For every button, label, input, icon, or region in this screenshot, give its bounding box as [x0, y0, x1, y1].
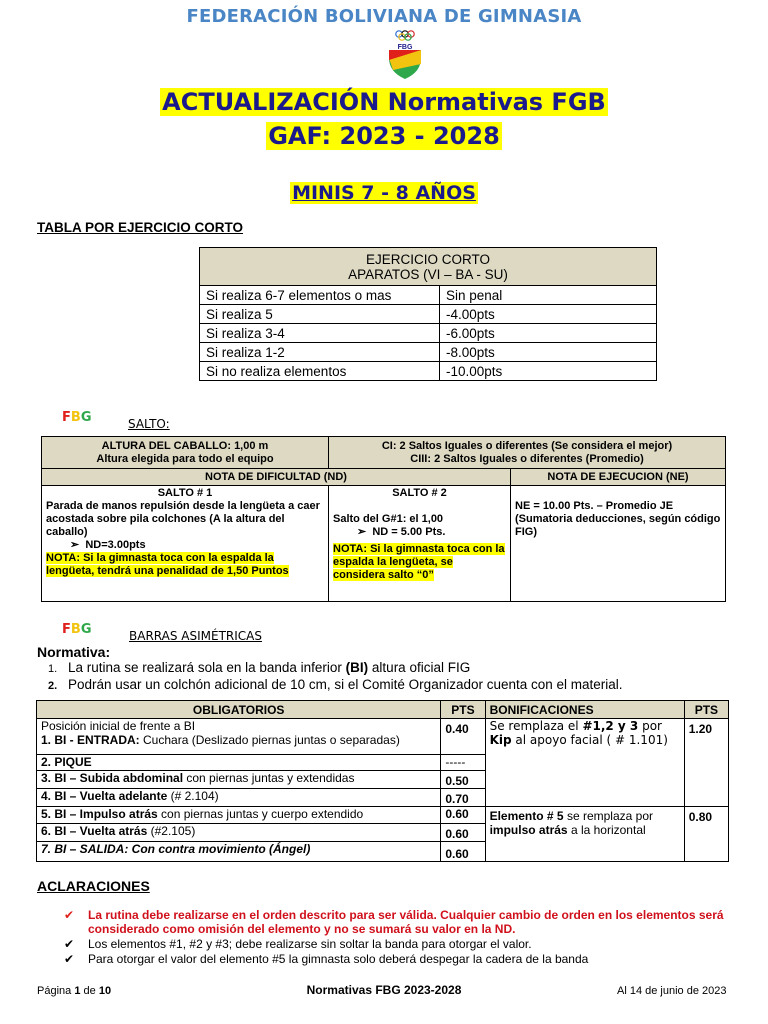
check-icon: ✔ [64, 937, 75, 951]
col-pts2: PTS [684, 701, 728, 719]
table-row: Si realiza 3-4 -6.00pts [200, 324, 657, 343]
normativa-list [48, 660, 623, 694]
main-title-line2: GAF: 2023 - 2028 [268, 122, 500, 150]
footer-title: Normativas FBG 2023-2028 [306, 983, 462, 997]
logo-text: FBG [397, 44, 413, 51]
fbg-brand-mark: FBG [62, 410, 92, 425]
barras-label: BARRAS ASIMÉTRICAS [129, 629, 262, 643]
tabla-corto-title: TABLA POR EJERCICIO CORTO [37, 220, 244, 235]
aclaraciones-title: ACLARACIONES [37, 878, 150, 894]
table-row: 4. BI – Vuelta adelante (# 2.104) 0.70 [37, 789, 729, 807]
check-icon: ✔ [64, 908, 75, 922]
list-item: 1. La rutina se realizará sola en la banda inferior (BI) altura oficial FIG [48, 660, 471, 675]
bonificacion-1-pts: 1.20 [684, 719, 728, 807]
page-number: Página 1 de 10 [37, 985, 112, 997]
check-icon: ✔ [64, 952, 75, 966]
bonificacion-2: Elemento # 5 se remplaza por impulso atrás a la horizontal [485, 807, 684, 862]
fbg-shield-logo [385, 28, 425, 80]
table-row: 7. BI – SALIDA: Con contra movimiento (Ángel) 0.60 [37, 842, 729, 862]
table-row: Si realiza 5 -4.00pts [200, 305, 657, 324]
table-row: 3. BI – Subida abdominal con piernas juntas y extendidas 0.50 [37, 771, 729, 789]
category-title: MINIS 7 - 8 AÑOS [292, 182, 476, 204]
federation-name: FEDERACIÓN BOLIVIANA DE GIMNASIA [186, 6, 582, 27]
table-row: 5. BI – Impulso atrás con piernas juntas y cuerpo extendido 0.60 Elemento # 5 se remplaza por impulso atrás a la horizontal 0.80 [37, 807, 729, 824]
altura-cell: ALTURA DEL CABALLO: 1,00 m Altura elegida para todo el equipo [42, 437, 329, 469]
col-pts: PTS [441, 701, 485, 719]
ne-cell: NE = 10.00 Pts. – Promedio JE (Sumatoria deducciones, según código FIG) [511, 486, 726, 602]
salto-label: SALTO: [128, 417, 170, 431]
table-row: Si realiza 1-2 -8.00pts [200, 343, 657, 362]
footer-date: Al 14 de junio de 2023 [617, 985, 727, 997]
nd-header: NOTA DE DIFICULTAD (ND) [42, 469, 511, 486]
table-row: 2. PIQUE ----- [37, 755, 729, 771]
table-row: Posición inicial de frente a BI 1. BI - ENTRADA: Cuchara (Deslizado piernas juntas o separadas) 0.40 Se remplaza el #1,2 y 3 por Kip al apoyo facial ( # 1.101) 1.20 [37, 719, 729, 755]
short-exercise-header: EJERCICIO CORTO APARATOS (VI – BA - SU) [200, 248, 657, 286]
list-item: ✔ Los elementos #1, #2 y #3; debe realizarse sin soltar la banda para otorgar el valor. [64, 937, 532, 951]
table-row: Si realiza 6-7 elementos o mas Sin penal [200, 286, 657, 305]
salto-table [41, 436, 726, 602]
salto1-cell: SALTO # 1 Parada de manos repulsión desde la lengüeta a caer acostada sobre pila colchones (A la altura del caballo) ➢ ND=3.00pts NOTA: Si la gimnasta toca con la espalda la lengüeta, tendrá una penalidad de 1,50 Puntos [42, 486, 329, 602]
list-item: 2. Podrán usar un colchón adicional de 10 cm, si el Comité Organizador cuenta con el material. [48, 677, 623, 692]
col-obligatorios: OBLIGATORIOS [37, 701, 441, 719]
bonificacion-1: Se remplaza el #1,2 y 3 por Kip al apoyo facial ( # 1.101) [485, 719, 684, 807]
table-row: 6. BI – Vuelta atrás (#2.105) 0.60 [37, 824, 729, 842]
aclaraciones-list [64, 908, 724, 967]
ci-cell: CI: 2 Saltos Iguales o diferentes (Se considera el mejor) CIII: 2 Saltos Iguales o diferentes (Promedio) [329, 437, 726, 469]
barras-table [36, 700, 729, 862]
list-item: ✔ Para otorgar el valor del elemento #5 la gimnasta solo deberá despegar la cadera de la banda [64, 952, 589, 966]
ne-header: NOTA DE EJECUCION (NE) [511, 469, 726, 486]
fbg-brand-mark: FBG [62, 622, 92, 637]
normativa-title: Normativa: [37, 644, 111, 660]
col-bonificaciones: BONIFICACIONES [485, 701, 684, 719]
salto2-cell: SALTO # 2 Salto del G#1: el 1,00 ➢ ND = 5.00 Pts. NOTA: Si la gimnasta toca con la espalda la lengüeta, se considera salto “0” [329, 486, 511, 602]
table-row: Si no realiza elementos -10.00pts [200, 362, 657, 381]
main-title-line1: ACTUALIZACIÓN Normativas FGB [162, 88, 606, 116]
bonificacion-2-pts: 0.80 [684, 807, 728, 862]
list-item: ✔ La rutina debe realizarse en el orden descrito para ser válida. Cualquier cambio de orden en los elementos será considerado como omisión del elemento y no se sumará su valor en la ND. [64, 908, 724, 936]
short-exercise-table [199, 247, 657, 381]
